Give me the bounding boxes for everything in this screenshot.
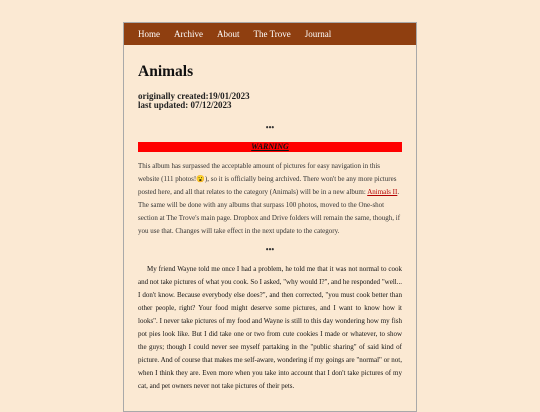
section-separator: ••• xyxy=(265,245,275,254)
nav-the-trove-link[interactable]: The Trove xyxy=(253,29,291,39)
body-paragraph: My friend Wayne told me once I had a problem, he told me that it was not normal to cook and not take pictures of what you cook. So I asked, "why would I?", and he responded "well... I don't know. Because everybody else does?", and then corrected, "you must cook better than other people, right? Your food might deserve some pictures, and I want to know how it looks". I never take pictures of my food and Wayne is still to this day wondering how my fish pot pies look like. But I did take one or two from cute cookies I made or whatever, to show the guys; though I could never see myself partaking in the "public sharing" of said kind of picture. And of course that makes me self-aware, wondering if my goings are "normal" or not, when I think they are. Even more when you take into account that I don't take pictures of my cat, and pet owners never not take pictures of their pets. xyxy=(138,265,402,390)
nav-journal-link[interactable]: Journal xyxy=(304,29,332,39)
main-content xyxy=(124,63,416,393)
page-title: Animals xyxy=(138,63,194,80)
top-nav xyxy=(124,23,416,45)
notice-text-start: This album has surpassed the acceptable amount of pictures for easy navigation in this website (111 photos!😮), so it is officially being archived. There won't be any more pictures posted here, and all that relates to the category (Animals) will be in a new album: xyxy=(138,162,397,196)
section-separator: ••• xyxy=(265,123,275,132)
created-date: originally created:19/01/2023 xyxy=(138,91,250,101)
page-container xyxy=(123,22,417,412)
nav-archive-link[interactable]: Archive xyxy=(174,29,203,39)
nav-about-link[interactable]: About xyxy=(217,29,240,39)
animals-ii-link[interactable]: Animals II xyxy=(367,188,398,196)
updated-date: last updated: 07/12/2023 xyxy=(138,100,232,110)
warning-banner: WARNING xyxy=(138,142,402,152)
nav-home-link[interactable]: Home xyxy=(138,29,160,39)
archive-notice xyxy=(138,160,402,238)
notice-text-end: . The same will be done with any albums that surpass 100 photos, moved to the One-shot section at The Trove's main page. Dropbox and Drive folders will remain the same, though, if you use that. Changes will take effect in the next update to the category. xyxy=(138,188,401,235)
